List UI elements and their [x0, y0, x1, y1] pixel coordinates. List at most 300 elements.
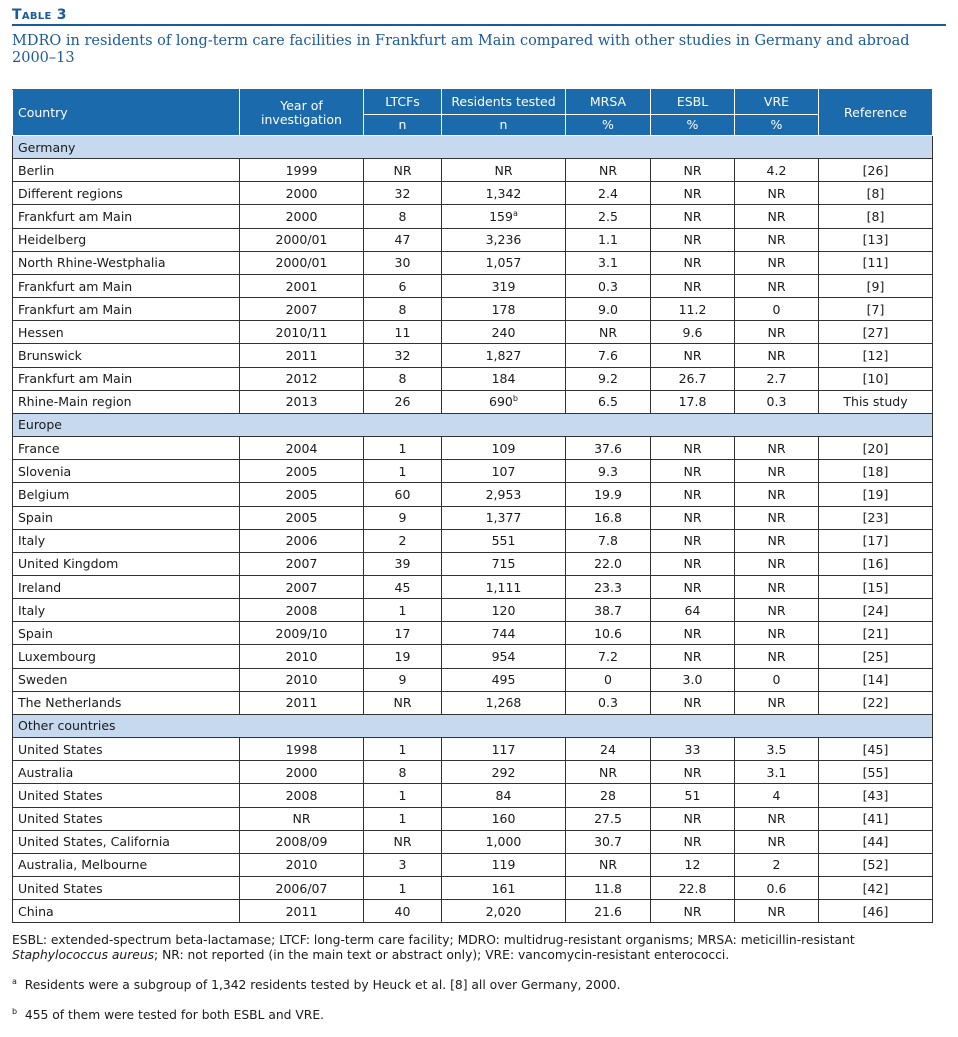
cell-vre: NR [735, 830, 819, 853]
cell-ref: [41] [819, 807, 933, 830]
unit-mrsa: % [566, 115, 651, 136]
cell-mrsa: NR [566, 853, 651, 876]
table-row [13, 367, 933, 390]
cell-esbl: NR [651, 529, 735, 552]
cell-mrsa: 0 [566, 668, 651, 691]
cell-residents: 690$^b$ [442, 390, 566, 413]
cell-mrsa: 7.8 [566, 529, 651, 552]
cell-mrsa: 10.6 [566, 622, 651, 645]
cell-esbl: 12 [651, 853, 735, 876]
table-row [13, 552, 933, 575]
cell-vre: NR [735, 552, 819, 575]
cell-esbl: NR [651, 506, 735, 529]
cell-vre: NR [735, 437, 819, 460]
cell-mrsa: 6.5 [566, 390, 651, 413]
cell-residents: 119 [442, 853, 566, 876]
table-row [13, 251, 933, 274]
unit-vre: % [735, 115, 819, 136]
table-row [13, 344, 933, 367]
cell-year: 2008/09 [240, 830, 364, 853]
table-row [13, 182, 933, 205]
cell-ltcfs: 1 [364, 437, 442, 460]
cell-ltcfs: 3 [364, 853, 442, 876]
cell-country: The Netherlands [13, 691, 240, 714]
cell-vre: 0.3 [735, 390, 819, 413]
cell-year: 2005 [240, 483, 364, 506]
header-country: Country [13, 90, 240, 136]
table-body [13, 136, 933, 923]
cell-country: Frankfurt am Main [13, 367, 240, 390]
cell-mrsa: 27.5 [566, 807, 651, 830]
cell-ref: [13] [819, 228, 933, 251]
cell-country: North Rhine-Westphalia [13, 251, 240, 274]
cell-ref: [11] [819, 251, 933, 274]
header-esbl: ESBL [651, 90, 735, 115]
cell-residents: 1,000 [442, 830, 566, 853]
table-caption: MDRO in residents of long-term care facilities in Frankfurt am Main compared with other studies in Germany and abroad 2000–13 [12, 33, 910, 66]
cell-esbl: 9.6 [651, 321, 735, 344]
cell-vre: NR [735, 251, 819, 274]
cell-esbl: 17.8 [651, 390, 735, 413]
cell-ltcfs: 9 [364, 668, 442, 691]
cell-ltcfs: 19 [364, 645, 442, 668]
cell-ref: [12] [819, 344, 933, 367]
cell-ltcfs: 1 [364, 784, 442, 807]
table-row [13, 298, 933, 321]
cell-residents: 551 [442, 529, 566, 552]
cell-esbl: 3.0 [651, 668, 735, 691]
cell-residents: 292 [442, 761, 566, 784]
cell-residents: 120 [442, 599, 566, 622]
cell-year: 2006/07 [240, 877, 364, 900]
cell-esbl: NR [651, 228, 735, 251]
cell-esbl: NR [651, 251, 735, 274]
cell-mrsa: 2.4 [566, 182, 651, 205]
cell-ltcfs: NR [364, 830, 442, 853]
cell-country: Brunswick [13, 344, 240, 367]
cell-country: Frankfurt am Main [13, 274, 240, 297]
cell-year: 1998 [240, 738, 364, 761]
cell-mrsa: 11.8 [566, 877, 651, 900]
cell-residents: 159$^a$ [442, 205, 566, 228]
table-row [13, 321, 933, 344]
section-title: Europe [13, 413, 933, 436]
cell-ref: [17] [819, 529, 933, 552]
cell-year: 2009/10 [240, 622, 364, 645]
table-row [13, 830, 933, 853]
cell-country: United States [13, 877, 240, 900]
cell-country: Heidelberg [13, 228, 240, 251]
cell-year: 2001 [240, 274, 364, 297]
cell-residents: 1,057 [442, 251, 566, 274]
table-row [13, 761, 933, 784]
table-row [13, 159, 933, 182]
table-row [13, 228, 933, 251]
cell-country: United States [13, 784, 240, 807]
mdro-table [12, 89, 933, 923]
table-row [13, 205, 933, 228]
cell-vre: 0 [735, 298, 819, 321]
cell-residents: 107 [442, 460, 566, 483]
cell-year: 2004 [240, 437, 364, 460]
cell-year: 2008 [240, 784, 364, 807]
cell-country: Slovenia [13, 460, 240, 483]
cell-year: 2007 [240, 552, 364, 575]
cell-vre: NR [735, 205, 819, 228]
cell-ltcfs: 11 [364, 321, 442, 344]
cell-ltcfs: 8 [364, 205, 442, 228]
cell-residents: 744 [442, 622, 566, 645]
cell-ref: [26] [819, 159, 933, 182]
cell-residents: 240 [442, 321, 566, 344]
cell-residents: 2,953 [442, 483, 566, 506]
cell-vre: 3.1 [735, 761, 819, 784]
cell-country: United Kingdom [13, 552, 240, 575]
cell-country: United States, California [13, 830, 240, 853]
cell-ltcfs: 1 [364, 460, 442, 483]
cell-country: Australia [13, 761, 240, 784]
cell-residents: 178 [442, 298, 566, 321]
cell-ltcfs: 8 [364, 367, 442, 390]
cell-mrsa: 0.3 [566, 274, 651, 297]
cell-year: 2010 [240, 645, 364, 668]
cell-country: United States [13, 738, 240, 761]
cell-vre: NR [735, 344, 819, 367]
cell-mrsa: 9.0 [566, 298, 651, 321]
cell-vre: 4 [735, 784, 819, 807]
cell-ref: [15] [819, 575, 933, 598]
header-year: Year of investigation [240, 90, 364, 136]
cell-ref: [8] [819, 182, 933, 205]
cell-mrsa: 23.3 [566, 575, 651, 598]
cell-ltcfs: 47 [364, 228, 442, 251]
cell-year: 1999 [240, 159, 364, 182]
cell-vre: NR [735, 228, 819, 251]
cell-country: Spain [13, 622, 240, 645]
table-row [13, 691, 933, 714]
cell-ltcfs: 2 [364, 529, 442, 552]
cell-year: 2012 [240, 367, 364, 390]
cell-country: Rhine-Main region [13, 390, 240, 413]
cell-country: China [13, 900, 240, 923]
cell-esbl: 33 [651, 738, 735, 761]
cell-year: 2007 [240, 575, 364, 598]
cell-residents: 117 [442, 738, 566, 761]
cell-country: Italy [13, 529, 240, 552]
table-header [13, 90, 933, 136]
cell-esbl: 26.7 [651, 367, 735, 390]
cell-ltcfs: 6 [364, 274, 442, 297]
unit-esbl: % [651, 115, 735, 136]
table-row [13, 437, 933, 460]
cell-mrsa: 16.8 [566, 506, 651, 529]
cell-ref: [52] [819, 853, 933, 876]
cell-vre: 4.2 [735, 159, 819, 182]
cell-esbl: NR [651, 807, 735, 830]
cell-year: 2010 [240, 668, 364, 691]
cell-ltcfs: NR [364, 691, 442, 714]
cell-mrsa: NR [566, 159, 651, 182]
cell-mrsa: 9.3 [566, 460, 651, 483]
cell-ref: [27] [819, 321, 933, 344]
cell-ltcfs: 32 [364, 182, 442, 205]
cell-ref: [25] [819, 645, 933, 668]
cell-vre: NR [735, 807, 819, 830]
cell-ref: [45] [819, 738, 933, 761]
table-row [13, 645, 933, 668]
header-mrsa: MRSA [566, 90, 651, 115]
cell-esbl: NR [651, 900, 735, 923]
cell-year: 2011 [240, 900, 364, 923]
cell-ref: [22] [819, 691, 933, 714]
cell-ltcfs: 60 [364, 483, 442, 506]
table-row [13, 506, 933, 529]
cell-ref: [55] [819, 761, 933, 784]
cell-residents: 184 [442, 367, 566, 390]
cell-year: 2000 [240, 205, 364, 228]
cell-ref: [46] [819, 900, 933, 923]
cell-residents: 1,268 [442, 691, 566, 714]
table-row [13, 622, 933, 645]
cell-country: France [13, 437, 240, 460]
cell-ltcfs: 1 [364, 738, 442, 761]
cell-year: 2000 [240, 761, 364, 784]
cell-ltcfs: 1 [364, 877, 442, 900]
cell-residents: 954 [442, 645, 566, 668]
cell-residents: 1,111 [442, 575, 566, 598]
cell-ltcfs: NR [364, 159, 442, 182]
cell-ltcfs: 32 [364, 344, 442, 367]
cell-ltcfs: 17 [364, 622, 442, 645]
cell-mrsa: 37.6 [566, 437, 651, 460]
cell-vre: 2 [735, 853, 819, 876]
header-reference: Reference [819, 90, 933, 136]
cell-esbl: NR [651, 437, 735, 460]
section-row [13, 413, 933, 436]
cell-mrsa: 0.3 [566, 691, 651, 714]
table-row [13, 529, 933, 552]
cell-country: Hessen [13, 321, 240, 344]
cell-year: 2000/01 [240, 251, 364, 274]
cell-ltcfs: 8 [364, 761, 442, 784]
cell-year: 2006 [240, 529, 364, 552]
cell-ltcfs: 40 [364, 900, 442, 923]
cell-mrsa: 9.2 [566, 367, 651, 390]
table-row [13, 390, 933, 413]
cell-country: United States [13, 807, 240, 830]
table-row [13, 877, 933, 900]
cell-year: 2000 [240, 182, 364, 205]
cell-ref: [7] [819, 298, 933, 321]
table-label: Table 3 [12, 6, 946, 26]
cell-ref: [8] [819, 205, 933, 228]
table-row [13, 807, 933, 830]
table-notes [12, 933, 942, 1023]
cell-esbl: NR [651, 182, 735, 205]
cell-ltcfs: 1 [364, 807, 442, 830]
cell-esbl: 22.8 [651, 877, 735, 900]
cell-ref: [21] [819, 622, 933, 645]
cell-esbl: NR [651, 575, 735, 598]
abbreviations-note: ESBL: extended-spectrum beta-lactamase; LTCF: long-term care facility; MDRO: multidrug-resistant organisms; MRSA: meticillin-resistant Staphylococcus aureus; NR: not reported (in the main text or abstract only); VRE: vancomycin-resistant enterococci. [12, 933, 855, 963]
cell-vre: NR [735, 529, 819, 552]
cell-ref: [43] [819, 784, 933, 807]
cell-year: 2005 [240, 506, 364, 529]
cell-vre: NR [735, 483, 819, 506]
cell-year: 2011 [240, 344, 364, 367]
table-row [13, 900, 933, 923]
header-residents: Residents tested [442, 90, 566, 115]
cell-esbl: NR [651, 645, 735, 668]
cell-vre: 2.7 [735, 367, 819, 390]
table-row [13, 274, 933, 297]
cell-residents: 1,827 [442, 344, 566, 367]
cell-year: 2008 [240, 599, 364, 622]
header-vre: VRE [735, 90, 819, 115]
cell-vre: NR [735, 645, 819, 668]
cell-country: Belgium [13, 483, 240, 506]
cell-year: 2007 [240, 298, 364, 321]
cell-country: Sweden [13, 668, 240, 691]
cell-vre: NR [735, 460, 819, 483]
cell-ref: [10] [819, 367, 933, 390]
cell-esbl: NR [651, 761, 735, 784]
cell-ref: [23] [819, 506, 933, 529]
section-row [13, 714, 933, 737]
cell-mrsa: 7.6 [566, 344, 651, 367]
cell-ref: [42] [819, 877, 933, 900]
table-row [13, 483, 933, 506]
cell-mrsa: 1.1 [566, 228, 651, 251]
cell-esbl: NR [651, 460, 735, 483]
cell-year: 2005 [240, 460, 364, 483]
cell-vre: NR [735, 575, 819, 598]
cell-residents: 109 [442, 437, 566, 460]
cell-year: 2013 [240, 390, 364, 413]
cell-esbl: NR [651, 274, 735, 297]
cell-vre: 3.5 [735, 738, 819, 761]
cell-residents: 495 [442, 668, 566, 691]
cell-residents: NR [442, 159, 566, 182]
cell-year: 2010/11 [240, 321, 364, 344]
cell-ltcfs: 9 [364, 506, 442, 529]
cell-ref: [19] [819, 483, 933, 506]
cell-mrsa: 2.5 [566, 205, 651, 228]
cell-residents: 1,377 [442, 506, 566, 529]
cell-esbl: NR [651, 830, 735, 853]
cell-year: 2010 [240, 853, 364, 876]
cell-vre: NR [735, 182, 819, 205]
cell-country: Australia, Melbourne [13, 853, 240, 876]
cell-country: Italy [13, 599, 240, 622]
cell-mrsa: 3.1 [566, 251, 651, 274]
cell-ref: [20] [819, 437, 933, 460]
cell-mrsa: 7.2 [566, 645, 651, 668]
cell-esbl: NR [651, 622, 735, 645]
cell-ref: [9] [819, 274, 933, 297]
cell-mrsa: 38.7 [566, 599, 651, 622]
cell-vre: 0 [735, 668, 819, 691]
cell-residents: 1,342 [442, 182, 566, 205]
footnote-a: $^a$ Residents were a subgroup of 1,342 residents tested by Heuck et al. [8] all over Germany, 2000. [12, 977, 621, 993]
cell-residents: 161 [442, 877, 566, 900]
table-row [13, 668, 933, 691]
cell-ref: [24] [819, 599, 933, 622]
cell-ref: [14] [819, 668, 933, 691]
cell-ltcfs: 30 [364, 251, 442, 274]
cell-mrsa: 28 [566, 784, 651, 807]
section-row [13, 136, 933, 159]
cell-esbl: NR [651, 205, 735, 228]
cell-mrsa: 21.6 [566, 900, 651, 923]
cell-vre: NR [735, 506, 819, 529]
cell-ltcfs: 45 [364, 575, 442, 598]
table-row [13, 784, 933, 807]
cell-esbl: NR [651, 483, 735, 506]
section-title: Germany [13, 136, 933, 159]
cell-ltcfs: 39 [364, 552, 442, 575]
cell-residents: 3,236 [442, 228, 566, 251]
header-ltcfs: LTCFs [364, 90, 442, 115]
cell-year: NR [240, 807, 364, 830]
cell-country: Luxembourg [13, 645, 240, 668]
cell-ref: [16] [819, 552, 933, 575]
cell-year: 2011 [240, 691, 364, 714]
cell-esbl: NR [651, 552, 735, 575]
cell-vre: 0.6 [735, 877, 819, 900]
cell-ltcfs: 1 [364, 599, 442, 622]
cell-esbl: 11.2 [651, 298, 735, 321]
cell-mrsa: 30.7 [566, 830, 651, 853]
cell-ref: [44] [819, 830, 933, 853]
table-row [13, 460, 933, 483]
footnote-b: $^b$ 455 of them were tested for both ESBL and VRE. [12, 1007, 325, 1023]
table-row [13, 738, 933, 761]
cell-residents: 319 [442, 274, 566, 297]
table-row [13, 599, 933, 622]
cell-mrsa: NR [566, 761, 651, 784]
cell-ltcfs: 26 [364, 390, 442, 413]
cell-mrsa: 19.9 [566, 483, 651, 506]
cell-ref: [18] [819, 460, 933, 483]
cell-residents: 715 [442, 552, 566, 575]
cell-residents: 84 [442, 784, 566, 807]
cell-country: Berlin [13, 159, 240, 182]
cell-vre: NR [735, 691, 819, 714]
cell-vre: NR [735, 599, 819, 622]
cell-esbl: NR [651, 159, 735, 182]
cell-country: Spain [13, 506, 240, 529]
cell-country: Different regions [13, 182, 240, 205]
cell-vre: NR [735, 900, 819, 923]
cell-esbl: NR [651, 344, 735, 367]
unit-residents: n [442, 115, 566, 136]
cell-country: Frankfurt am Main [13, 205, 240, 228]
cell-year: 2000/01 [240, 228, 364, 251]
cell-vre: NR [735, 622, 819, 645]
cell-vre: NR [735, 274, 819, 297]
cell-ltcfs: 8 [364, 298, 442, 321]
cell-esbl: 64 [651, 599, 735, 622]
cell-country: Ireland [13, 575, 240, 598]
table-row [13, 853, 933, 876]
cell-ref: This study [819, 390, 933, 413]
unit-ltcfs: n [364, 115, 442, 136]
cell-mrsa: 24 [566, 738, 651, 761]
cell-esbl: 51 [651, 784, 735, 807]
table-row [13, 575, 933, 598]
cell-vre: NR [735, 321, 819, 344]
